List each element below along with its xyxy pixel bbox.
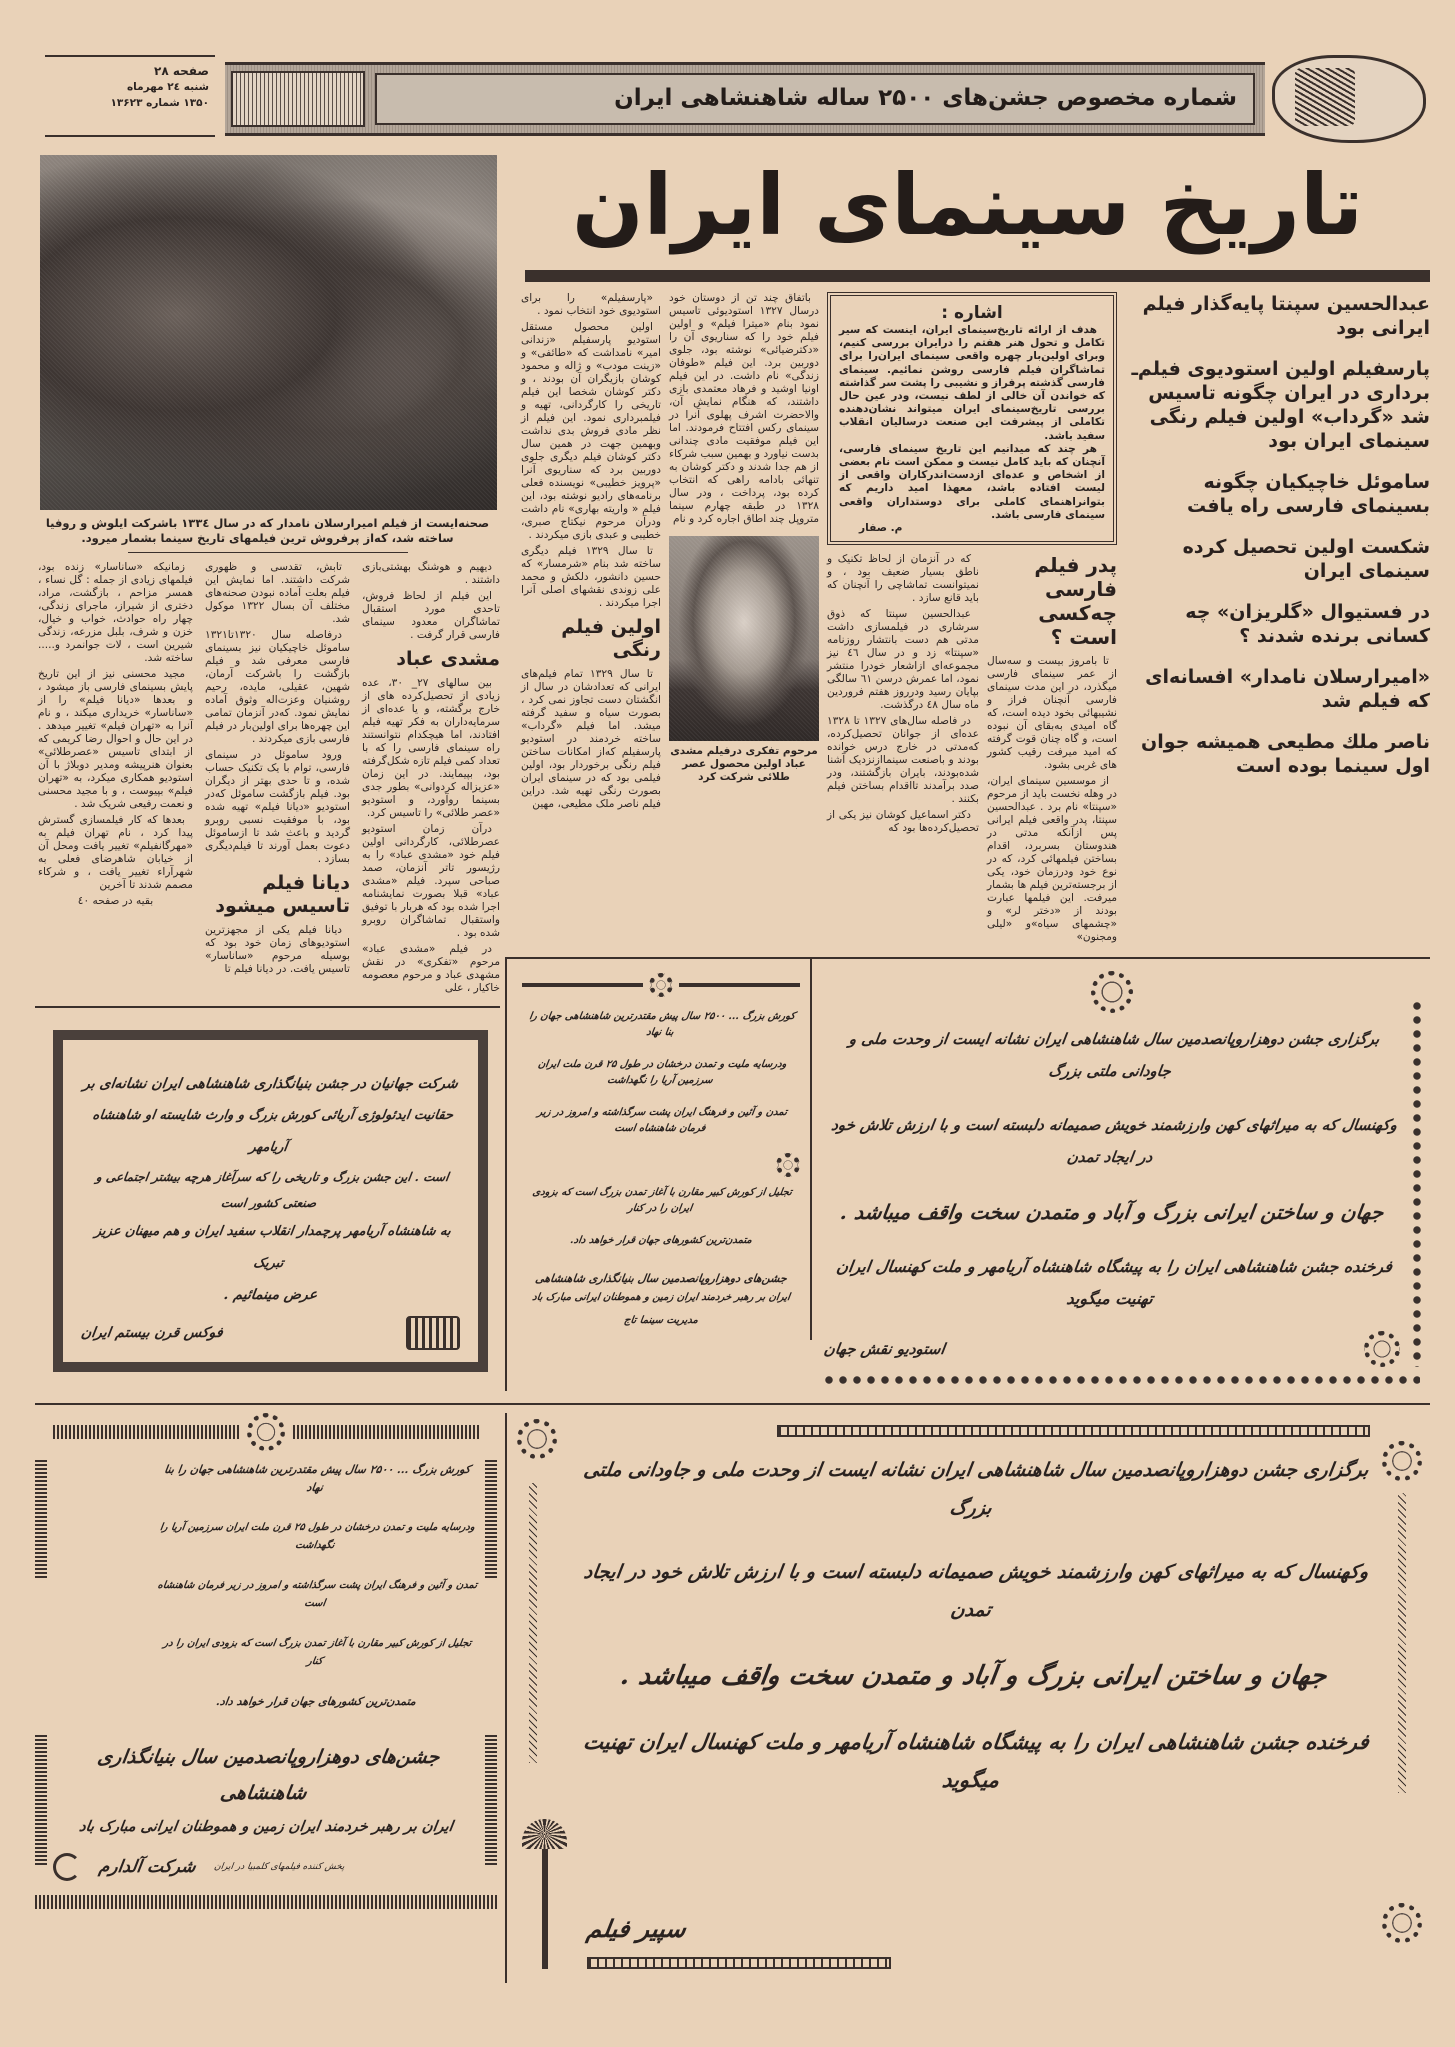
column-parsfilm — [521, 292, 661, 814]
crown-emblem-icon — [1091, 971, 1133, 1013]
ad-line: تمدن و آئین و فرهنگ ایران پشت سرگذاشته و امروز در زیر فرمان شاهنشاه است — [536, 1107, 788, 1135]
article-columns — [505, 292, 1430, 947]
issue-number: ۱۳۵۰ شماره ۱۳۶۲۳ — [110, 97, 209, 109]
columbia-logo-icon — [53, 1853, 81, 1881]
ad-line: وکهنسال که به میراثهای کهن وارزشمند خویش صمیمانه دلبسته است و با ارزش تلاش خود در ایجاد تمدن — [582, 1561, 1370, 1622]
ad-line: تمدن و آئین و فرهنگ ایران پشت سرگذاشته و امروز در زیر فرمان شاهنشاه است — [156, 1580, 478, 1610]
ad-greeting: جشن‌های دوهزاروپانصدمین سال بنیانگذاری شاهنشاهی — [534, 1272, 788, 1286]
left-columns — [35, 561, 500, 998]
ad-signature: مدیریت سینما تاج — [623, 1315, 699, 1327]
ornament-border-left — [35, 1458, 47, 1578]
paragraph: دیانا فیلم یکی از مجهزترین استودیوهای زمان خود بود که بوسیله مرحوم «ساناسار» تاسیس یافت. در دیانا فیلم تا — [205, 924, 350, 975]
greek-key-border-top — [777, 1425, 1370, 1437]
studio-seal-icon — [1364, 1331, 1400, 1367]
ad-line: جهان و ساختن ایرانی بزرگ و آباد و متمدن سخت واقف میباشد . — [838, 1200, 1386, 1225]
right-section — [505, 145, 1430, 1391]
banner-title: شماره مخصوص جشن‌های ۲۵۰۰ ساله شاهنشاهی ایران — [614, 85, 1237, 111]
ornament-border-right — [485, 1735, 497, 1865]
ad-sepehr-film — [505, 1413, 1430, 1983]
ad-line: ودرسایه ملیت و تمدن درخشان در طول ۲۵ قرن ملت ایران سرزمین آریا را نگهداشت — [537, 1059, 788, 1087]
ad-greeting: ایران بر رهبر خردمند ایران زمین و هموطنان ایرانی مبارک باد — [78, 1818, 455, 1836]
paragraph: تا سال ۱۳۲۹ تمام فیلم‌های ایرانی که تعدادشان در سال از انگشتان دست تجاوز نمی کرد ، بصورت سیاه و سفید گرفته میشد. اما فیلم «گرداب» ساخته خردمند در استودیو پارسفیلم که‌از امکانات ساختن فیلم رنگی برخوردار بود، اولین فیلمی بود که در سینمای ایران بصورت رنگی تهیه شد. دراین فیلم ناصر ملک مطیعی، مهین — [521, 668, 661, 810]
amir-arsalan-film-still — [40, 155, 497, 510]
studio-seal-icon — [776, 1153, 800, 1177]
page-date-box — [45, 55, 215, 137]
paragraph: تا سال ۱۳۲۹ فیلم دیگری ساخته شد بنام «شرمسار» که حسین دانشور، دلکش و محمد علی زوندی نقشهای اصلی آنرا اجرا میکردند . — [521, 545, 661, 609]
editor-note-box — [827, 292, 1117, 545]
main-content — [0, 145, 1430, 1391]
paragraph: «پارسفیلم» را برای استودیوی خود انتخاب نمود . — [521, 292, 661, 317]
subhead-father-of-persian-film: پدر فیلم فارسی چه‌کسی است ؟ — [1034, 553, 1117, 650]
ettelaat-logo — [1272, 55, 1426, 143]
headline-khachikian: ساموئل خاچیکیان چگونه بسینمای فارسی راه یافت — [1186, 471, 1430, 517]
paragraph: ورود ساموئل در سینمای فارسی، توام با یک تکنیک حساب شده، و تا حدی بهتر از دیگران بود. فیلم بازگشت ساموئل که‌در استودیو «دیانا فیلم» تهیه شده بود، با موفقیت نسبی روبرو گردید و باعث شد تا ازساموئل دعوت بعمل آورند تا فیلم‌دیگری بسازد . — [205, 749, 350, 865]
title-bar — [525, 270, 1430, 282]
section-divider — [35, 1006, 500, 1008]
ad-line: جهان و ساختن ایرانی بزرگ و آباد و متمدن سخت واقف میباشد . — [618, 1661, 1329, 1692]
column-khachikian — [205, 561, 350, 979]
ornament-rule — [679, 983, 800, 987]
headline-first-graduate: شکست اولین تحصیل کرده سینمای ایران — [1182, 536, 1430, 582]
ornament-rule — [522, 983, 643, 987]
ad-signature: سپیر فیلم — [584, 1914, 688, 1944]
headline-golrizan-festival: در فستیوال «گلریزان» چه کسانی برنده شدند ؟ — [1185, 601, 1430, 647]
paragraph: بعدها که کار فیلمسازی گسترش پیدا کرد ، نام تهران فیلم به «مهرگانفیلم» تغییر یافت ومحل آن از خیابان شاهرضای فعلی به شهرآراء تغییر یافت ، و شرکاء مصمم شدند تا آخرین — [38, 814, 193, 891]
headline-sepanta: عبدالحسین سپنتا پایه‌گذار فیلم ایرانی بود — [1142, 293, 1430, 339]
ad-line: متمدن‌ترین کشورهای جهان قرار خواهد داد. — [569, 1235, 753, 1247]
paragraph: تابش، تقدسی و ظهوری شرکت داشتند. اما نمایش این فیلم بعلت آماده نبودن صحنه‌های مختلف آن بسال ۱۳۲۲ موکول شد. — [205, 561, 350, 625]
headline-parsfilm: پارسفیلم اولین استودیوی فیلم‌ـ برداری در ایران چگونه تاسیس شد «گرداب» اولین فیلم رنگی سینمای ایران بود — [1131, 358, 1430, 452]
ad-line: حقانیت ایدئولوژی آریائی کورش بزرگ و وارث شایسته او شاهنشاه آریامهر — [91, 1108, 455, 1155]
note-and-sepanta-block — [827, 292, 1117, 947]
paragraph: درفاصله سال ۱۳۲۰تا۱۳۲۱ ساموئل خاچیکیان نیز بسینمای فارسی معرفی شد و فیلم بازگشت را باشرکت آرمان، شهین، عقیلی، مایده، رحیم روشنیان وعزت‌اله وثوق آماده نمایش نمود. که‌در آنزمان تمامی این چهره‌ها برای اولین‌بار در فیلم فارسی بازی میکردند . — [205, 629, 350, 745]
page-number: صفحه ۲۸ — [154, 64, 209, 78]
celebration-ads-row — [505, 957, 1430, 1391]
continued-link[interactable]: بقیه در صفحه ٤٠ — [77, 895, 154, 907]
ad-greeting: ایران بر رهبر خردمند ایران زمین و هموطنان ایرانی مبارک باد — [531, 1292, 791, 1304]
ad-line: فرخنده جشن شاهنشاهی ایران را به پیشگاه شاهنشاه آریامهر و ملت کهنسال ایران تهنیت میگوید — [835, 1257, 1394, 1309]
paragraph: مجید محسنی نیز از این تاریخ پایش بسینمای فارسی باز میشود ، و بعدها «دیانا فیلم» را از «ساناسار» خریداری میکند ، و نام آنرا به «تهران فیلم» تغییر میدهد . در این حال و احوال رضا کریمی که از ابتدای تاسیس «عصرطلائی» بعنوان هنرپیشه ومدیر دوبلاژ با آن استودیو همکاری میکرد، به «تهران فیلم» بپیوست ، و با مجید محسنی و نعمت رفیعی شریک شد . — [38, 668, 193, 810]
studio-seal-icon — [517, 1419, 557, 1459]
ornament-border-right — [485, 1458, 497, 1578]
crown-emblem-icon — [247, 1413, 285, 1451]
ad-aldarm-company — [35, 1413, 497, 1909]
ornament-border-right — [1410, 999, 1424, 1367]
paragraph: دیهیم و هوشنگ بهشتی‌بازی داشتند . — [362, 561, 500, 586]
ad-line: تجلیل از کورش کبیر مقارن با آغاز تمدن بزرگ است که بزودی ایران را در کنار — [531, 1187, 793, 1215]
studio-seal-icon — [1382, 1441, 1422, 1481]
ornament-border-top — [53, 1425, 239, 1439]
note-paragraph: هدف از ارائه تاریخ‌سینمای ایران، اینست که سیر تکامل و تحول هنر هفتم را درایران بررسی کنیم، وبرای اولین‌بار چهره واقعی سینمای ایران‌را برای تماشاگران فیلم فارسی روشن نمائیم. سینمای فارسی گذشته پرفراز و نشیبی را پشت سر گذاشته که خواندن آن خالی از لطف نیست، ودر عین حال بررسی تاریخ‌سینمای ایران میتواند نشان‌دهنده تکاملی از پیشرفت این صنعت درسالیان انقلاب سفید باشد. — [839, 324, 1105, 442]
subhead-diana-film: دیانا فیلم تاسیس میشود — [215, 872, 350, 917]
portrait-caption: مرحوم تفکری درفیلم مشدی عباد اولین محصول عصر طلائی شرکت کرد — [670, 745, 818, 783]
paragraph: درآن زمان استودیو عصرطلائی، کارگردانی اولین فیلم خود «مشدی عباد» را به رژیسور تاتر آنزمان، صمد صباحی سپرد. فیلم «مشدی عباد» قبلا بصورت نمایشنامه اجرا شده بود که هربار با توفیق واستقبال تماشاگران روبرو شده بود . — [362, 823, 500, 939]
ad-signature: فوکس قرن بیستم ایران — [79, 1325, 224, 1341]
column-father-of-persian-film — [987, 553, 1117, 947]
bottom-ads-row — [35, 1403, 1430, 1983]
headline-naser-malek-motiee: ناصر ملك مطیعی همیشه جوان اول سینما بوده است — [1141, 731, 1430, 777]
column-sepanta — [827, 553, 979, 838]
ad-line: عرض مینمائیم . — [222, 1287, 319, 1303]
ad-line: به شاهنشاه آریامهر پرچمدار انقلاب سفید ایران و هم میهنان عزیز تبریک — [93, 1224, 452, 1271]
logo-illustration-icon — [1295, 68, 1355, 126]
headlines-column — [1125, 292, 1430, 795]
ornament-border-left — [35, 1735, 47, 1865]
column-sanasar — [38, 561, 193, 908]
zigzag-border-right — [1398, 1493, 1406, 1793]
column-mashdi-ebad — [362, 561, 500, 998]
ad-naghsh-jahan-studio — [812, 959, 1430, 1391]
paragraph: اولین محصول مستقل استودیو پارسفیلم «زندانی امیر» نامداشت که «طائفی» و «زینت مودب» و ژاله و محمود کوشان بازیگران آن بودند ، و دکتر کوشان شخصا این فیلم تاریخی را کارگردانی، تهیه و فیلمبرداری نمود. این فیلم از نظر مادی فروش بدی نداشت وبهمین جهت در همین سال دکتر کوشان فیلم دیگری جلوی دوربین برد که سناریوی آنرا «پرویز خطیبی» نویسنده فعلی برنامه‌های رادیو نوشته بود، این فیلم « واریته بهاری» نام داشت ودرآن مرحوم نیکتاج صبری، خطیبی و عبدی بازی میکردند . — [521, 321, 661, 541]
ad-line: کورش بزرگ ... ۲۵۰۰ سال پیش مقتدرترین شاهنشاهی جهان را بنا نهاد — [163, 1463, 472, 1495]
note-signature: م. صفار — [859, 522, 903, 535]
column-mitra-film — [669, 292, 819, 526]
masthead — [0, 0, 1455, 145]
headline-amir-arsalan: «امیرارسلان نامدار» افسانه‌ای که فیلم شد — [1145, 666, 1430, 712]
subhead-first-color-film: اولین فیلم رنگی — [561, 616, 661, 661]
caption-divider — [128, 552, 408, 553]
ad-line: تجلیل از کورش کبیر مقارن با آغاز تمدن بزرگ است که بزودی ایران را در کنار — [162, 1638, 473, 1668]
ad-line: برگزاری جشن دوهزاروپانصدمین سال شاهنشاهی ایران نشانه ایست از وحدت ملی و جاودانی ملتی بزرگ — [847, 1030, 1381, 1081]
paragraph: در فیلم «مشدی عباد» مرحوم «تفکری» در نقش مشهدی عباد و مرحوم معصومه خاکیار ، علی — [362, 943, 500, 994]
article-title: تاریخ سینمای ایران — [571, 156, 1364, 254]
banner-illustration — [231, 71, 365, 127]
ad-signature: استودیو نقش جهان — [822, 1340, 946, 1359]
banner-title-box — [375, 73, 1255, 125]
zigzag-border-left — [529, 1483, 537, 1763]
ad-cinema-taj — [512, 959, 812, 1340]
paragraph: بین سالهای ۲۷_ ۳۰، عده زیادی از تحصیل‌کرده های از خارج برگشته، و یا عده‌ای از سرمایه‌داران به فکر تهیه فیلم افتادند، اما هیچکدام نتوانستند راه سینمای فارسی را که با تعداد کمی فیلم تازه شکل‌گرفته بود، بپیمایند. در این زمان «عزیزاله کردوانی» بطور جدی بسینما روآورد، و استودیو «عصر طلائی» را تاسیس کرد. — [362, 677, 500, 819]
ad-line: متمدن‌ترین کشورهای جهان قرار خواهد داد. — [215, 1695, 417, 1709]
paragraph: زمانیکه «ساناسار» زنده بود، فیلمهای زیادی از جمله : گل نساء ، همسر مزاحم ، بازگشت، مراد، دختری از شیراز، ماجرای زندگی، چهار راه حوادث، خواب و خیال، خزن و شرف، بلبل مزرعه، زندگی شیرین است ، لات جوانمرد و..... ساخته شد. — [38, 561, 193, 664]
note-title: اشاره : — [941, 303, 1003, 323]
ad-greeting: جشن‌های دوهزاروپانصدمین سال بنیانگذاری شاهنشاهی — [96, 1746, 441, 1805]
ornament-border-bottom — [35, 1895, 497, 1909]
ad-line: ودرسایه ملیت و تمدن درخشان در طول ۲۵ قرن ملت ایران سرزمین آریا را نگهداشت — [159, 1522, 476, 1552]
photo-caption: صحنه‌ایست از فیلم امیرارسلان نامدار که در سال ۱۳۳٤ باشرکت ایلوش و روفیا ساخته شد، که‌از پرفروش ترین فیلمهای تاریخ سینما بشمار میرود. — [45, 516, 490, 545]
greek-key-border-bottom — [587, 1957, 891, 1969]
ad-line: فرخنده جشن شاهنشاهی ایران را به پیشگاه شاهنشاه آریامهر و ملت کهنسال ایران تهنیت میگوید — [581, 1729, 1371, 1793]
mitra-film-block — [669, 292, 819, 784]
ad-tagline: پخش کننده فیلمهای کلمبیا در ایران — [212, 1862, 345, 1873]
ad-line: وکهنسال که به میراثهای کهن وارزشمند خویش صمیمانه دلبسته است و با ارزش تلاش خود در ایجاد تمدن — [830, 1116, 1399, 1167]
paragraph: که در آنزمان از لحاظ تکنیک و ناطق بسیار ضعیف بود ، و نمیتوانست تماشاچی را آنچنان که باید قانع سازد . — [827, 553, 979, 605]
imperial-crown-seal-icon — [649, 973, 673, 997]
ornament-border-bottom — [822, 1373, 1420, 1387]
paragraph: باتفاق چند تن از دوستان خود درسال ۱۳۲۷ استودیوئی تاسیس نمود بنام «میترا فیلم» و اولین فیلم خود را که سناریوی آن را «دکترضیائی» نوشته بود، جلوی دوربین برد. این فیلم «طوفان زندگی» نام داشت. در این فیلم اونیا اوشید و فرهاد معتمدی بازی داشتند، که هنگام نمایش آن، والاحضرت اشرف پهلوی آنرا در سینمای رکس افتتاح فرمودند. اما این فیلم موفقیت مادی چندانی بدست نیاورد و بهمین سبب شرکاء از هم جدا شدند و دکتر کوشان به تنهائی بادامه راهی که انتخاب کرده بود، پرداخت ، ودر سال ۱۳۲۸ در طبقه چهارم سینما متروپل چند اطاق اجاره کرد و نام — [669, 292, 819, 525]
ad-line: است . این جشن بزرگ و تاریخی را که سرآغاز هرچه بیشتر اجتماعی و صنعتی کشور است — [95, 1170, 450, 1210]
paragraph: دکتر اسماعیل کوشان نیز یکی از تحصیل‌کرده‌ها بود که — [827, 809, 979, 835]
ad-line: شرکت جهانیان در جشن بنیانگذاری شاهنشاهی ایران نشانه‌ای بر — [82, 1076, 459, 1092]
fox-logo — [406, 1316, 460, 1350]
subhead-mashdi-ebad: مشدی عباد — [396, 648, 500, 670]
paragraph: تا بامروز بیست و سه‌سال از عمر سینمای فارسی میگذرد، در این مدت سینمای فارسی آنچنان فراز و نشیبهائی بخود دیده است، که گاه امیدی به‌بقای آن نبوده است، و گاه چنان قوت گرفته که امید میرفت رقیب کشور های غربی بشود. — [987, 655, 1117, 772]
note-paragraph: هر چند که میدانیم این تاریخ سینمای فارسی، آنچنان که باید کامل نیست و ممکن است نام بعضی از اشخاص و عده‌ای ازدست‌اندرکاران واقعی از لیست افتاده باشد، معهذا امید داریم که بتوانراهنمای کاملی برای دوستداران واقعی سینمای فارسی باشد. — [839, 442, 1105, 521]
paragraph: در فاصله سال‌های ۱۳۲۷ تا ۱۳۲۸ عده‌ای از جوانان تحصیل‌کرده، که‌مدتی در خارج درس خوانده بودند و باصنعت سینماازنزدیک آشنا شده‌بودند، بایران بازگشتند، ودر صدد برآمدند تااقدام بساختن فیلم بکنند . — [827, 715, 979, 806]
studio-seal-icon — [1382, 1903, 1422, 1943]
ad-line: کورش بزرگ ... ۲۵۰۰ سال پیش مقتدرترین شاهنشاهی جهان را بنا نهاد — [528, 1011, 796, 1039]
ornament-border-top — [293, 1425, 479, 1439]
ad-20th-century-fox — [53, 1030, 488, 1372]
ad-company: شرکت آلدارم — [97, 1857, 198, 1878]
tafakori-portrait — [669, 536, 819, 741]
paragraph: این فیلم از لحاظ فروش، تاحدی مورد استقبال تماشاگران معدود سینمای فارسی قرار گرفت . — [362, 590, 500, 641]
ad-line: برگزاری جشن دوهزاروپانصدمین سال شاهنشاهی ایران نشانه ایست از وحدت ملی و جاودانی ملتی بزرگ — [582, 1459, 1371, 1520]
issue-date: شنبه ۲٤ مهرماه — [126, 81, 209, 93]
special-issue-banner — [225, 62, 1265, 136]
left-section — [35, 145, 500, 1382]
paragraph: از موسسین سینمای ایران، در وهله نخست باید از مرحوم «سپنتا» نام برد . عبدالحسین سپنتا، پدر واقعی فیلم ایرانی پس ازآنکه مدتی در هندوستان بسربرد، اقدام بساختن فیلمهائی کرد، که در نوع خود ودرزمان خود، یکی از برجسته‌ترین فیلم ها بشمار میرفت. این فیلمها عبارت بودند از «دختر لر» و «چشمهای سیاه»و «لیلی ومجنون» — [987, 775, 1117, 944]
paragraph: عبدالحسین سپنتا که ذوق سرشاری در فیلمسازی داشت مدتی هم دست بانتشار روزنامه «سپنتا» زد و در سال ٤٦ نیز مجموعه‌ای ازاشعار خودرا منتشر نمود، اما عمرش درسن ٦١ سالگی بپایان رسید ودرروز هفتم فروردین ماه سال ٤٨ درگذشت. — [827, 608, 979, 712]
lotus-flower-ornament-icon — [522, 1819, 567, 1969]
